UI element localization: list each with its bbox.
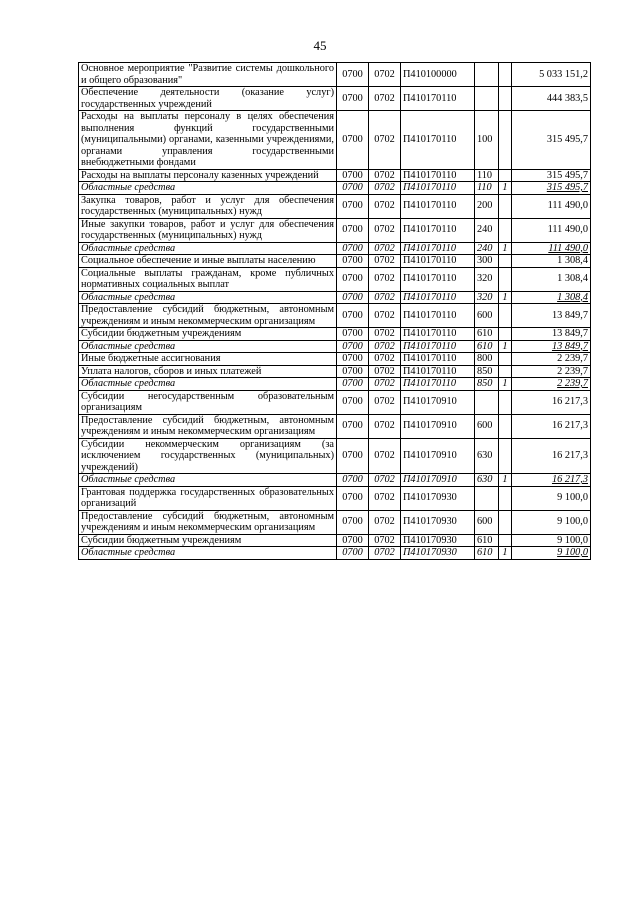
section-code-cell: 0700 [337,365,369,378]
section-code-cell: 0700 [337,267,369,291]
target-article-cell: П410170930 [401,547,475,560]
subsection-code-cell: 0702 [369,255,401,268]
table-row [79,365,591,378]
table-row [79,547,591,560]
subsection-code-cell: 0702 [369,378,401,391]
target-article-cell: П410170930 [401,510,475,534]
target-article-cell: П410170910 [401,474,475,487]
subsection-code-cell: 0702 [369,218,401,242]
budget-table-body [79,63,591,560]
row-name-cell: Субсидии некоммерческим организациям (за исключением государственных (муниципальных) учреждений) [79,438,337,474]
funding-source-cell [499,365,512,378]
expense-type-cell [475,390,499,414]
row-name-cell: Областные средства [79,182,337,195]
expense-type-cell [475,87,499,111]
funding-source-cell [499,194,512,218]
subsection-code-cell: 0702 [369,291,401,304]
amount-cell: 9 100,0 [512,547,591,560]
row-name-cell: Областные средства [79,474,337,487]
target-article-cell: П410170110 [401,304,475,328]
subsection-code-cell: 0702 [369,390,401,414]
funding-source-cell [499,534,512,547]
target-article-cell: П410170110 [401,87,475,111]
target-article-cell: П410170110 [401,255,475,268]
expense-type-cell: 200 [475,194,499,218]
funding-source-cell [499,438,512,474]
expense-type-cell: 240 [475,218,499,242]
expense-type-cell: 100 [475,111,499,170]
row-name-cell: Субсидии негосударственным образовательным организациям [79,390,337,414]
expense-type-cell: 110 [475,182,499,195]
table-row [79,340,591,353]
table-row [79,534,591,547]
row-name-cell: Областные средства [79,242,337,255]
row-name-cell: Субсидии бюджетным учреждениям [79,328,337,341]
funding-source-cell [499,390,512,414]
expense-type-cell: 600 [475,414,499,438]
row-name-cell: Расходы на выплаты персоналу в целях обеспечения выполнения функций государственными (муниципальными) органами, казенными учреждениями, органами управления государственными внебюджетными фондами [79,111,337,170]
row-name-cell: Иные бюджетные ассигнования [79,353,337,366]
funding-source-cell: 1 [499,182,512,195]
table-row [79,304,591,328]
section-code-cell: 0700 [337,340,369,353]
target-article-cell: П410170910 [401,414,475,438]
funding-source-cell [499,111,512,170]
target-article-cell: П410100000 [401,63,475,87]
amount-cell: 13 849,7 [512,340,591,353]
funding-source-cell [499,87,512,111]
funding-source-cell: 1 [499,291,512,304]
funding-source-cell: 1 [499,242,512,255]
expense-type-cell: 110 [475,169,499,182]
target-article-cell: П410170930 [401,486,475,510]
target-article-cell: П410170930 [401,534,475,547]
amount-cell: 16 217,3 [512,474,591,487]
subsection-code-cell: 0702 [369,474,401,487]
table-row [79,438,591,474]
row-name-cell: Областные средства [79,547,337,560]
expense-type-cell: 320 [475,291,499,304]
table-row [79,414,591,438]
expense-type-cell: 630 [475,474,499,487]
page-number: 45 [313,38,327,53]
table-row [79,255,591,268]
target-article-cell: П410170910 [401,438,475,474]
section-code-cell: 0700 [337,218,369,242]
amount-cell: 16 217,3 [512,414,591,438]
subsection-code-cell: 0702 [369,304,401,328]
amount-cell: 2 239,7 [512,365,591,378]
section-code-cell: 0700 [337,414,369,438]
subsection-code-cell: 0702 [369,547,401,560]
section-code-cell: 0700 [337,378,369,391]
subsection-code-cell: 0702 [369,534,401,547]
section-code-cell: 0700 [337,63,369,87]
expense-type-cell: 850 [475,378,499,391]
expense-type-cell: 610 [475,547,499,560]
funding-source-cell [499,328,512,341]
subsection-code-cell: 0702 [369,111,401,170]
row-name-cell: Уплата налогов, сборов и иных платежей [79,365,337,378]
section-code-cell: 0700 [337,474,369,487]
row-name-cell: Областные средства [79,340,337,353]
subsection-code-cell: 0702 [369,438,401,474]
target-article-cell: П410170110 [401,111,475,170]
funding-source-cell [499,63,512,87]
amount-cell: 2 239,7 [512,353,591,366]
row-name-cell: Областные средства [79,291,337,304]
target-article-cell: П410170110 [401,328,475,341]
expense-type-cell: 800 [475,353,499,366]
funding-source-cell [499,304,512,328]
table-row [79,194,591,218]
expense-type-cell: 600 [475,304,499,328]
expense-type-cell: 600 [475,510,499,534]
subsection-code-cell: 0702 [369,353,401,366]
expense-type-cell [475,486,499,510]
section-code-cell: 0700 [337,510,369,534]
amount-cell: 16 217,3 [512,438,591,474]
budget-table [78,62,591,560]
target-article-cell: П410170110 [401,353,475,366]
row-name-cell: Грантовая поддержка государственных образовательных организаций [79,486,337,510]
target-article-cell: П410170110 [401,378,475,391]
section-code-cell: 0700 [337,87,369,111]
subsection-code-cell: 0702 [369,63,401,87]
amount-cell: 315 495,7 [512,111,591,170]
funding-source-cell [499,169,512,182]
table-row [79,242,591,255]
funding-source-cell: 1 [499,378,512,391]
target-article-cell: П410170110 [401,291,475,304]
funding-source-cell [499,486,512,510]
amount-cell: 9 100,0 [512,510,591,534]
table-row [79,267,591,291]
target-article-cell: П410170110 [401,242,475,255]
amount-cell: 315 495,7 [512,182,591,195]
expense-type-cell: 610 [475,534,499,547]
funding-source-cell [499,267,512,291]
expense-type-cell: 610 [475,340,499,353]
table-row [79,218,591,242]
row-name-cell: Социальные выплаты гражданам, кроме публичных нормативных социальных выплат [79,267,337,291]
amount-cell: 444 383,5 [512,87,591,111]
section-code-cell: 0700 [337,255,369,268]
funding-source-cell [499,218,512,242]
section-code-cell: 0700 [337,534,369,547]
row-name-cell: Основное мероприятие "Развитие системы дошкольного и общего образования" [79,63,337,87]
row-name-cell: Областные средства [79,378,337,391]
amount-cell: 1 308,4 [512,267,591,291]
section-code-cell: 0700 [337,438,369,474]
row-name-cell: Предоставление субсидий бюджетным, автономным учреждениям и иным некоммерческим организациям [79,304,337,328]
funding-source-cell [499,510,512,534]
amount-cell: 9 100,0 [512,486,591,510]
table-row [79,378,591,391]
table-row [79,182,591,195]
funding-source-cell: 1 [499,340,512,353]
subsection-code-cell: 0702 [369,414,401,438]
section-code-cell: 0700 [337,304,369,328]
row-name-cell: Субсидии бюджетным учреждениям [79,534,337,547]
target-article-cell: П410170110 [401,267,475,291]
funding-source-cell [499,414,512,438]
subsection-code-cell: 0702 [369,267,401,291]
subsection-code-cell: 0702 [369,87,401,111]
amount-cell: 111 490,0 [512,242,591,255]
target-article-cell: П410170110 [401,365,475,378]
subsection-code-cell: 0702 [369,242,401,255]
amount-cell: 1 308,4 [512,255,591,268]
expense-type-cell: 320 [475,267,499,291]
subsection-code-cell: 0702 [369,365,401,378]
row-name-cell: Иные закупки товаров, работ и услуг для обеспечения государственных (муниципальных) нужд [79,218,337,242]
target-article-cell: П410170910 [401,390,475,414]
amount-cell: 13 849,7 [512,328,591,341]
amount-cell: 111 490,0 [512,218,591,242]
funding-source-cell [499,353,512,366]
section-code-cell: 0700 [337,182,369,195]
subsection-code-cell: 0702 [369,182,401,195]
amount-cell: 1 308,4 [512,291,591,304]
funding-source-cell: 1 [499,474,512,487]
table-row [79,486,591,510]
subsection-code-cell: 0702 [369,194,401,218]
subsection-code-cell: 0702 [369,340,401,353]
table-row [79,390,591,414]
section-code-cell: 0700 [337,390,369,414]
expense-type-cell: 850 [475,365,499,378]
subsection-code-cell: 0702 [369,328,401,341]
table-row [79,63,591,87]
row-name-cell: Обеспечение деятельности (оказание услуг) государственных учреждений [79,87,337,111]
target-article-cell: П410170110 [401,194,475,218]
expense-type-cell: 240 [475,242,499,255]
funding-source-cell [499,255,512,268]
section-code-cell: 0700 [337,194,369,218]
section-code-cell: 0700 [337,328,369,341]
subsection-code-cell: 0702 [369,169,401,182]
amount-cell: 13 849,7 [512,304,591,328]
target-article-cell: П410170110 [401,182,475,195]
table-row [79,87,591,111]
table-row [79,291,591,304]
table-row [79,474,591,487]
section-code-cell: 0700 [337,242,369,255]
table-row [79,353,591,366]
table-row [79,111,591,170]
section-code-cell: 0700 [337,291,369,304]
amount-cell: 16 217,3 [512,390,591,414]
amount-cell: 9 100,0 [512,534,591,547]
amount-cell: 111 490,0 [512,194,591,218]
section-code-cell: 0700 [337,486,369,510]
subsection-code-cell: 0702 [369,510,401,534]
row-name-cell: Закупка товаров, работ и услуг для обеспечения государственных (муниципальных) нужд [79,194,337,218]
table-row [79,328,591,341]
section-code-cell: 0700 [337,169,369,182]
target-article-cell: П410170110 [401,169,475,182]
row-name-cell: Предоставление субсидий бюджетным, автономным учреждениям и иным некоммерческим организациям [79,510,337,534]
amount-cell: 315 495,7 [512,169,591,182]
target-article-cell: П410170110 [401,218,475,242]
expense-type-cell: 300 [475,255,499,268]
funding-source-cell: 1 [499,547,512,560]
table-row [79,510,591,534]
amount-cell: 5 033 151,2 [512,63,591,87]
target-article-cell: П410170110 [401,340,475,353]
expense-type-cell [475,63,499,87]
table-row [79,169,591,182]
expense-type-cell: 610 [475,328,499,341]
expense-type-cell: 630 [475,438,499,474]
section-code-cell: 0700 [337,353,369,366]
row-name-cell: Социальное обеспечение и иные выплаты населению [79,255,337,268]
section-code-cell: 0700 [337,547,369,560]
subsection-code-cell: 0702 [369,486,401,510]
amount-cell: 2 239,7 [512,378,591,391]
section-code-cell: 0700 [337,111,369,170]
row-name-cell: Предоставление субсидий бюджетным, автономным учреждениям и иным некоммерческим организациям [79,414,337,438]
row-name-cell: Расходы на выплаты персоналу казенных учреждений [79,169,337,182]
